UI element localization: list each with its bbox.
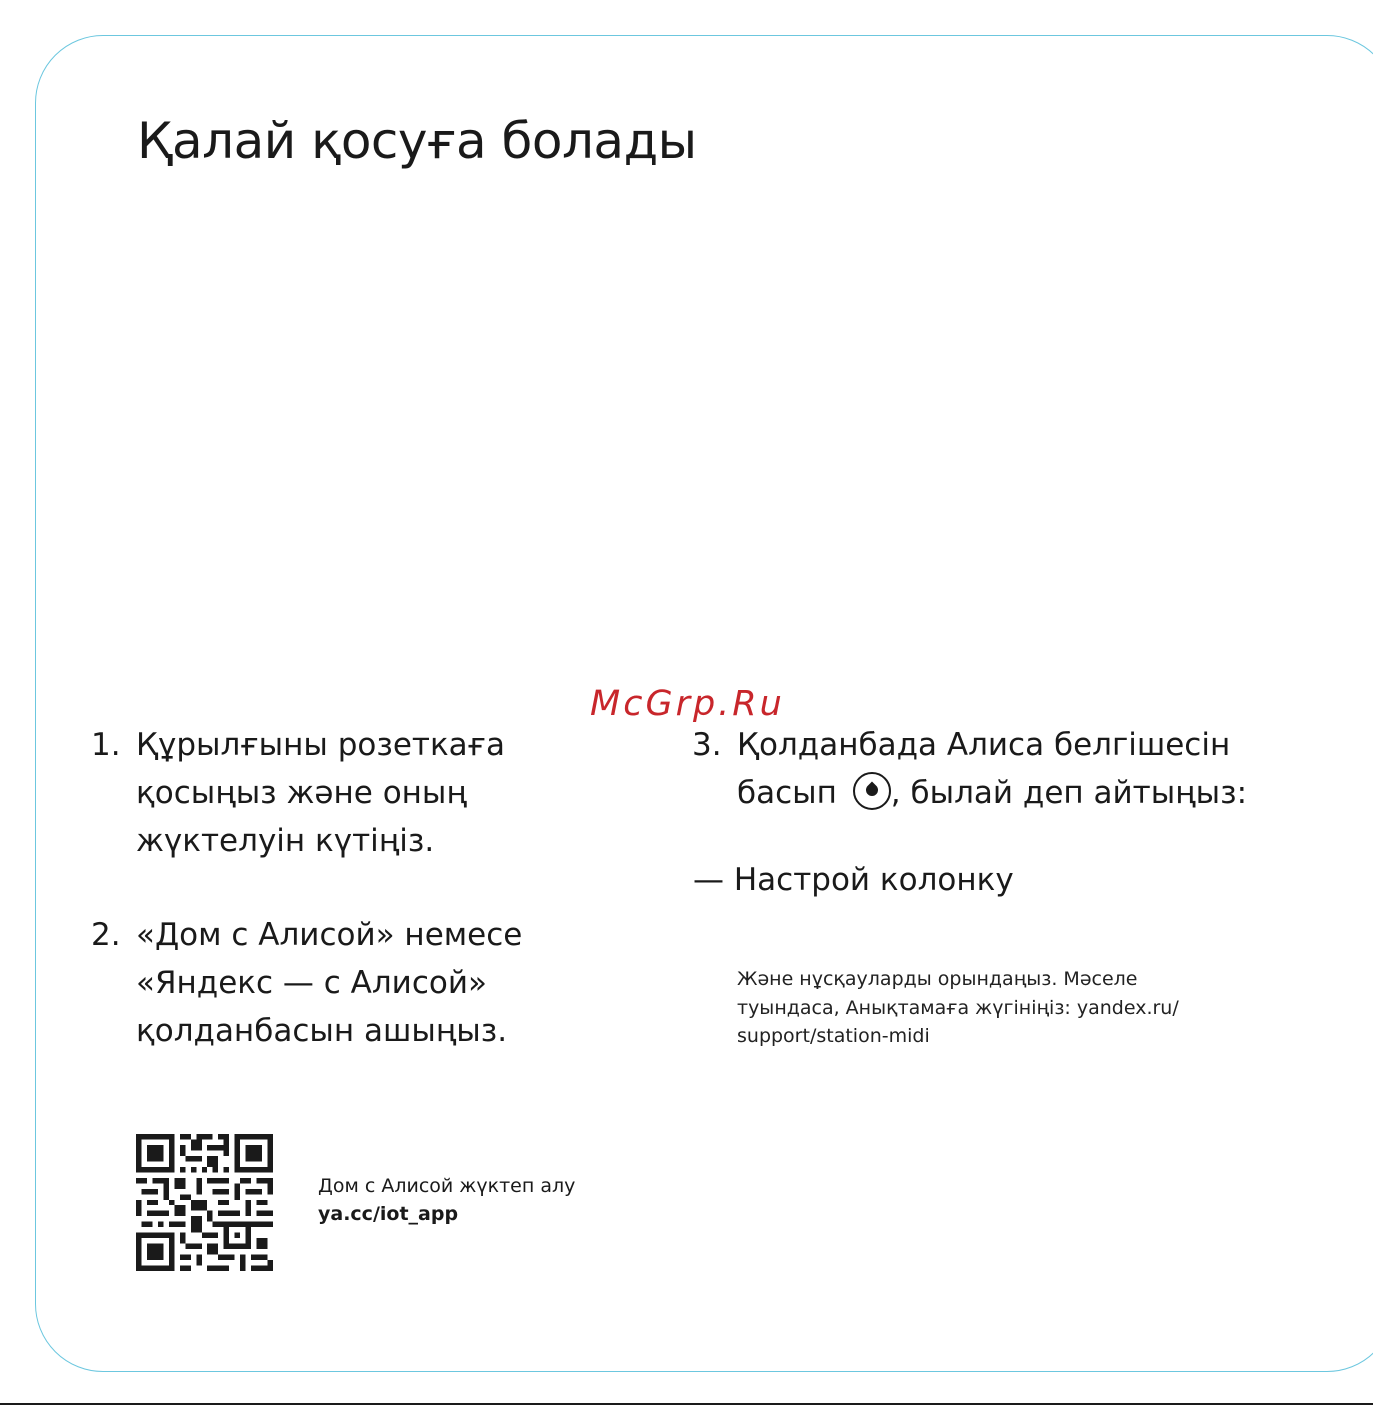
step-number: 3. — [692, 727, 722, 763]
step-line: «Яндекс — с Алисой» — [136, 965, 487, 1001]
step-text: , былай деп айтыңыз: — [890, 775, 1248, 811]
step-line: Құрылғыны розеткаға — [136, 727, 505, 763]
voice-phrase: — Настрой колонку — [693, 862, 1014, 898]
download-label: Дом с Алисой жүктеп алу — [318, 1175, 576, 1197]
note-line: туындаса, Анықтамаға жүгініңіз: yandex.ru/ — [737, 996, 1179, 1019]
step-line: Қолданбада Алиса белгішесін — [737, 727, 1231, 763]
page-title: Қалай қосуға болады — [137, 112, 697, 170]
step-line: «Дом с Алисой» немесе — [136, 917, 523, 953]
download-info — [318, 1172, 575, 1228]
qr-code-icon — [136, 1134, 273, 1271]
step-number: 2. — [91, 917, 121, 953]
step-line-with-icon — [737, 769, 1247, 817]
step-line: қолданбасын ашыңыз. — [136, 1013, 508, 1049]
bottom-divider — [0, 1403, 1373, 1405]
alice-icon — [853, 772, 891, 810]
watermark: McGrp.Ru — [590, 684, 785, 724]
note-line: support/station-midi — [737, 1025, 930, 1047]
help-note — [737, 965, 1179, 1051]
step-text: басып — [737, 775, 837, 811]
note-line: Және нұсқауларды орындаңыз. Мәселе — [737, 968, 1138, 990]
download-link[interactable]: ya.cc/iot_app — [318, 1203, 459, 1225]
step-line: жүктелуін күтіңіз. — [136, 823, 435, 859]
step-number: 1. — [91, 727, 121, 763]
step-line: қосыңыз және оның — [136, 775, 467, 811]
